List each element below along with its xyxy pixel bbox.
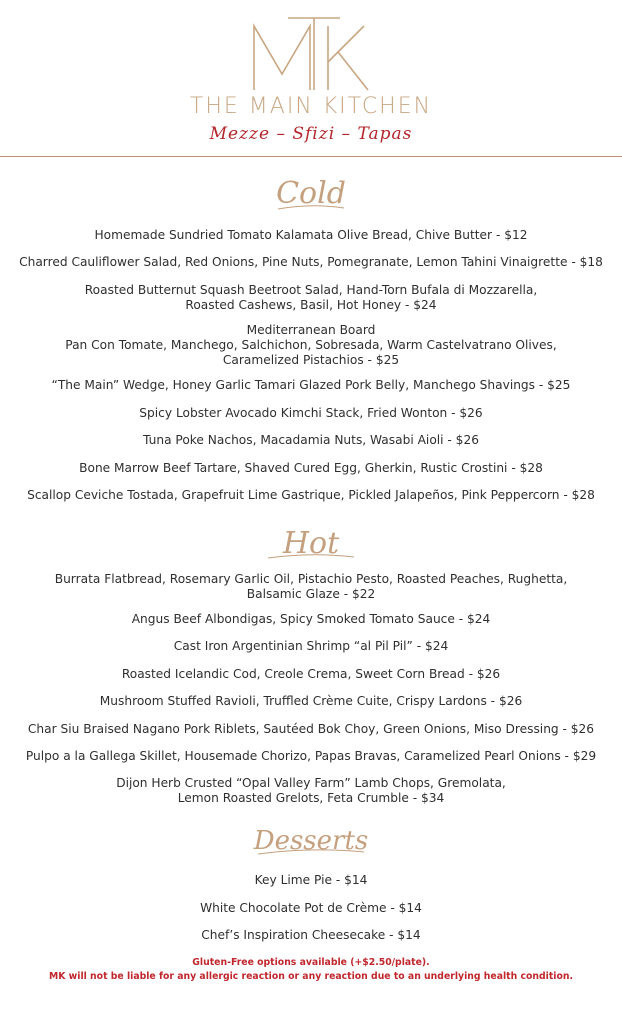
menu-item: Charred Cauliflower Salad, Red Onions, Pine Nuts, Pomegranate, Lemon Tahini Vinaigrette - $18 (19, 255, 603, 269)
menu-item: Chef’s Inspiration Cheesecake - $14 (201, 928, 421, 942)
menu-item: Roasted Icelandic Cod, Creole Crema, Sweet Corn Bread - $26 (121, 667, 501, 681)
menu-item: Homemade Sundried Tomato Kalamata Olive Bread, Chive Butter - $12 (94, 228, 528, 242)
allergy-disclaimer: MK will not be liable for any allergic reaction or any reaction due to an underlying health condition. (48, 971, 573, 982)
section-title-hot-text: Hot (282, 526, 340, 561)
section-title-cold-text: Cold (276, 176, 346, 211)
tagline: Mezze – Sfizi – Tapas (209, 124, 413, 144)
mtk-monogram-logo (236, 14, 386, 94)
menu-item: Pulpo a la Gallega Skillet, Housemade Chorizo, Papas Bravas, Caramelized Pearl Onions - $29 (25, 749, 597, 763)
menu-item: Dijon Herb Crusted “Opal Valley Farm” Lamb Chops, Gremolata, Lemon Roasted Grelots, Feta Crumble - $34 (116, 776, 506, 805)
menu-item: Bone Marrow Beef Tartare, Shaved Cured Egg, Gherkin, Rustic Crostini - $28 (79, 461, 543, 475)
section-title-hot (0, 526, 622, 563)
menu-item: Tuna Poke Nachos, Macadamia Nuts, Wasabi Aioli - $26 (143, 433, 479, 447)
section-title-desserts-text: Desserts (253, 826, 369, 856)
menu-item: Burrata Flatbread, Rosemary Garlic Oil, Pistachio Pesto, Roasted Peaches, Rughetta, Balsamic Glaze - $22 (54, 572, 568, 601)
header-divider (0, 156, 622, 157)
menu-item: White Chocolate Pot de Crème - $14 (200, 901, 422, 915)
menu-item: Cast Iron Argentinian Shrimp “al Pil Pil” - $24 (173, 639, 449, 653)
menu-item: Scallop Ceviche Tostada, Grapefruit Lime Gastrique, Pickled Jalapeños, Pink Peppercorn - $28 (27, 488, 595, 502)
menu-item: Roasted Butternut Squash Beetroot Salad, Hand-Torn Bufala di Mozzarella, Roasted Cashews, Basil, Hot Honey - $24 (84, 283, 538, 312)
menu-item: Char Siu Braised Nagano Pork Riblets, Sautéed Bok Choy, Green Onions, Miso Dressing - $26 (27, 722, 595, 736)
menu-item: Spicy Lobster Avocado Kimchi Stack, Fried Wonton - $26 (139, 406, 483, 420)
menu-item: Key Lime Pie - $14 (254, 873, 368, 887)
menu-item: Mushroom Stuffed Ravioli, Truffled Crème Cuite, Crispy Lardons - $26 (99, 694, 523, 708)
menu-item: “The Main” Wedge, Honey Garlic Tamari Glazed Pork Belly, Manchego Shavings - $25 (51, 378, 571, 392)
restaurant-name: THE MAIN KITCHEN (189, 94, 433, 119)
menu-item: Angus Beef Albondigas, Spicy Smoked Tomato Sauce - $24 (131, 612, 491, 626)
menu-item: Mediterranean Board Pan Con Tomate, Manchego, Salchichon, Sobresada, Warm Castelvatrano Olives, Caramelized Pistachios - $25 (65, 323, 557, 367)
section-title-desserts (0, 826, 622, 858)
gluten-free-notice: Gluten-Free options available (+$2.50/plate). (192, 957, 430, 968)
logo (0, 14, 622, 94)
section-title-cold (0, 176, 622, 213)
